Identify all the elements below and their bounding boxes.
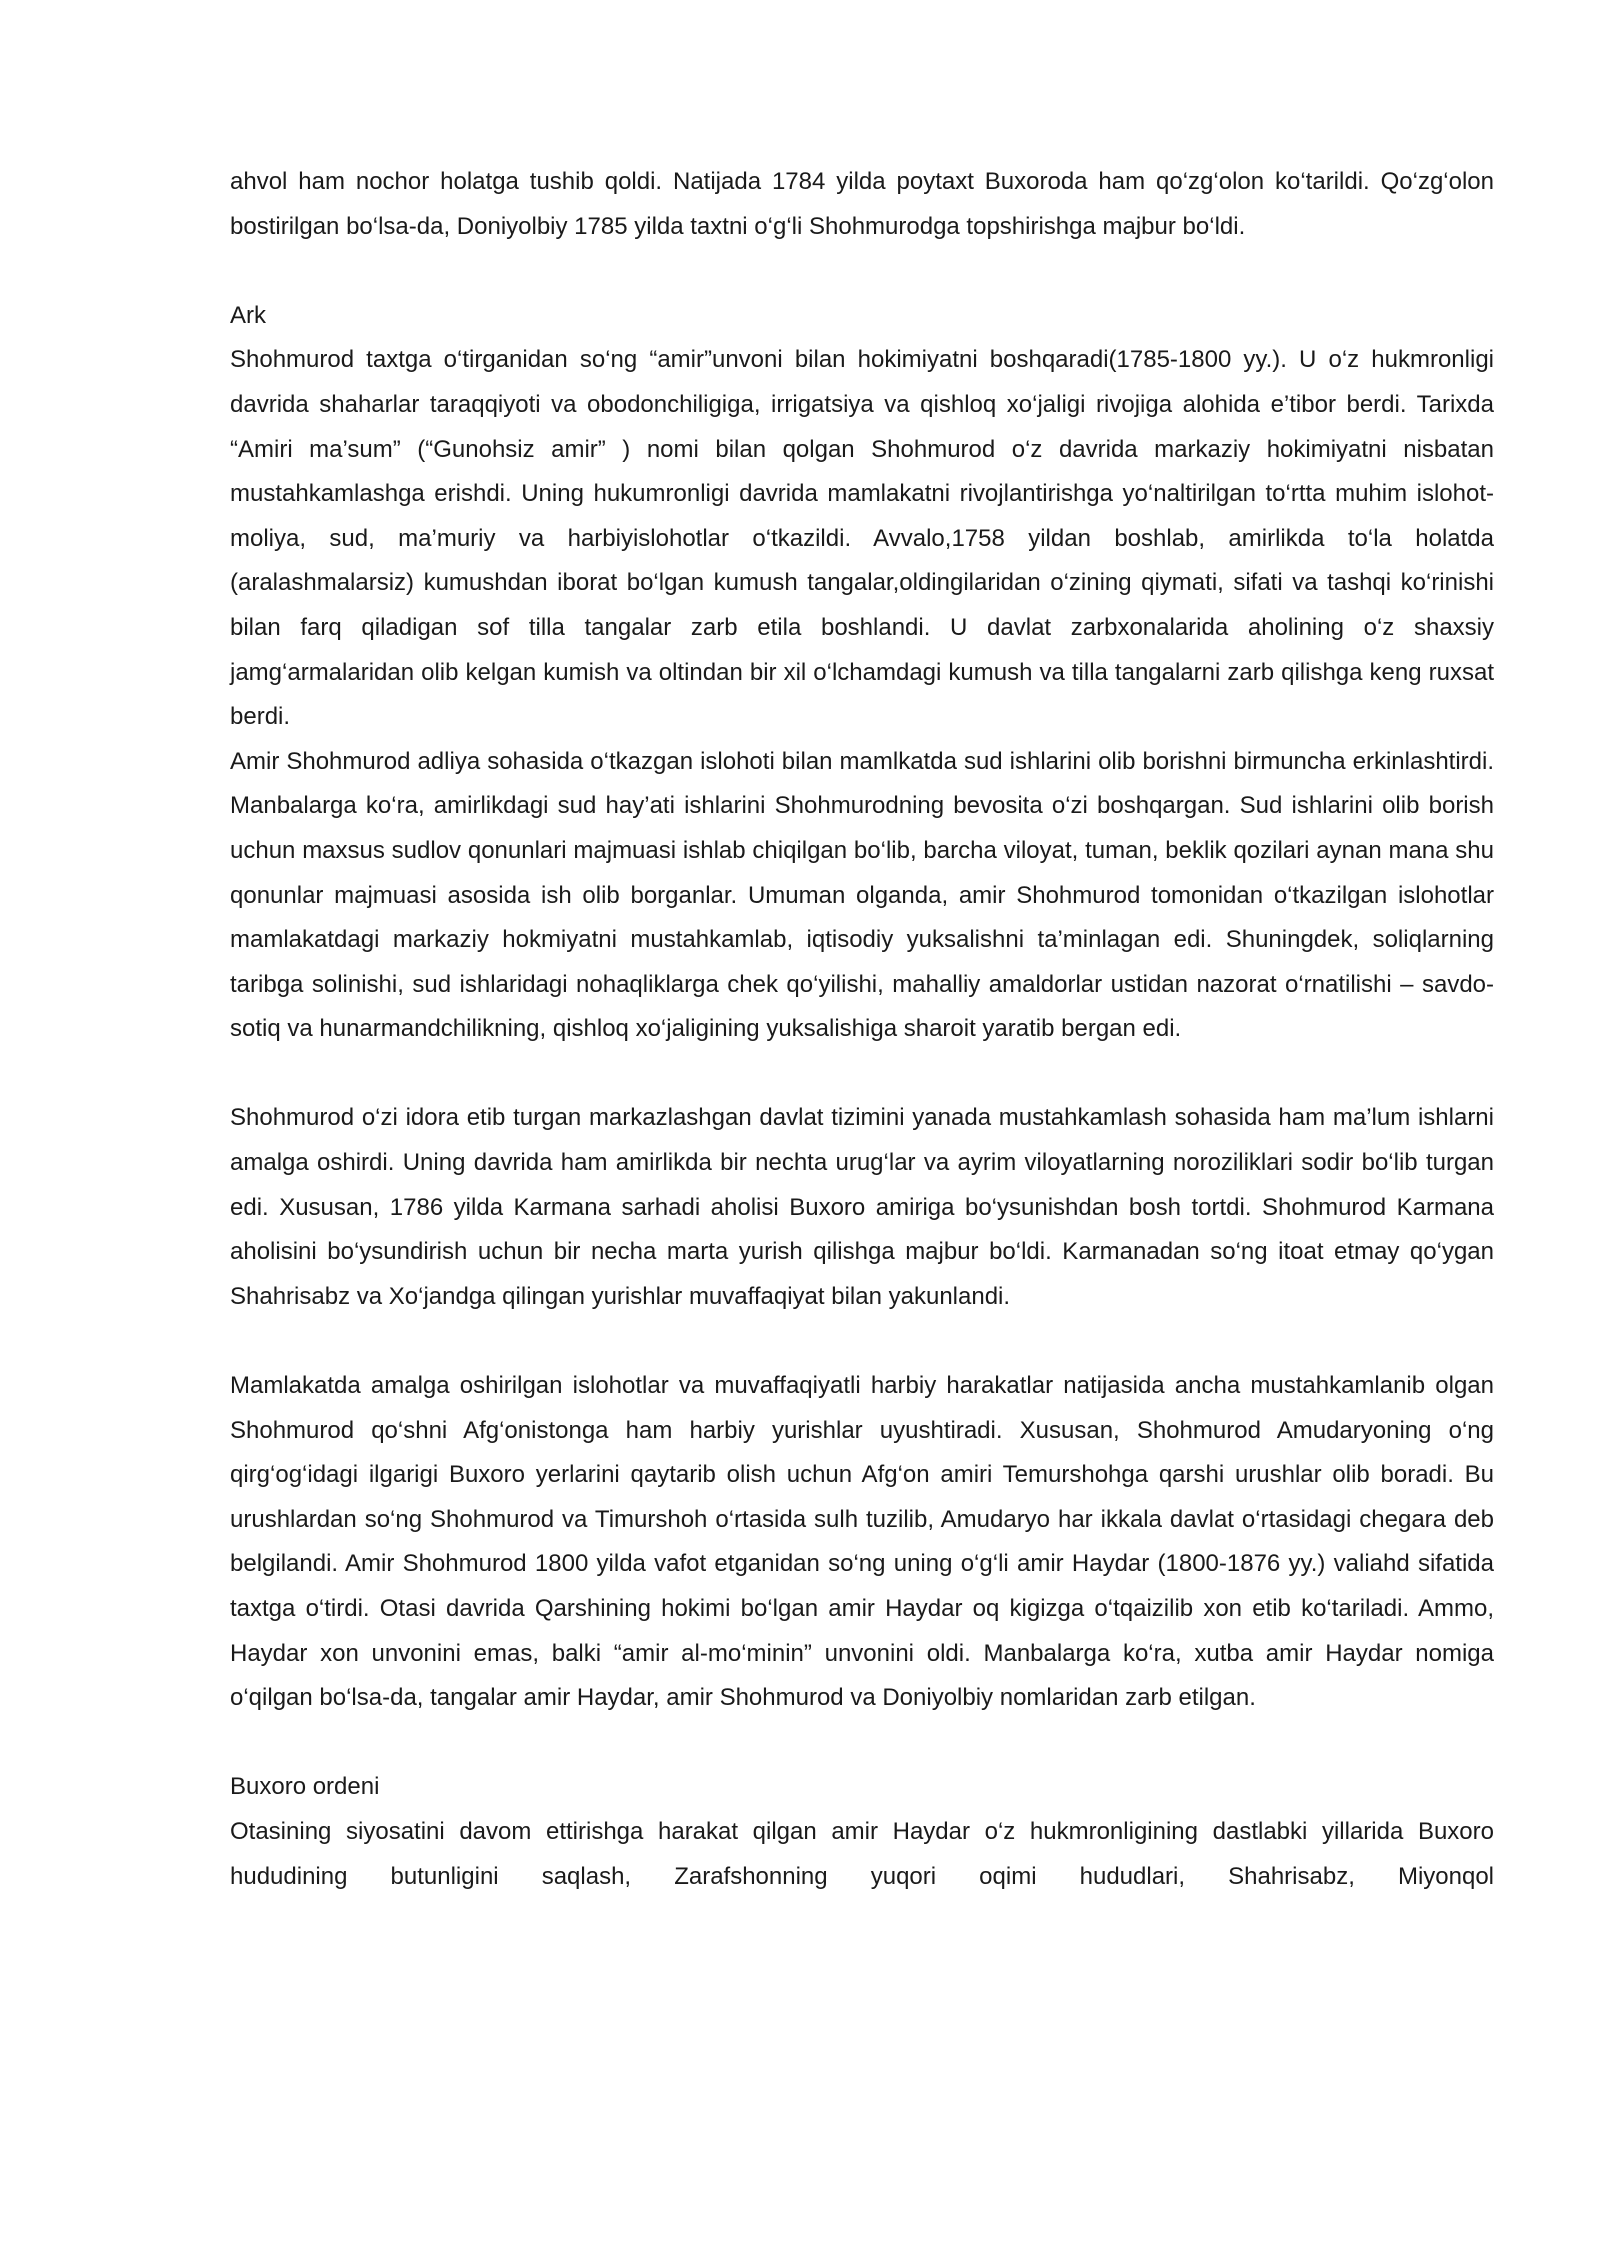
paragraph-gap: [230, 1721, 1494, 1766]
paragraph-gap: [230, 1052, 1494, 1097]
image-caption-buxoro-ordeni: Buxoro ordeni: [230, 1773, 380, 1801]
paragraph-3: Amir Shohmurod adliya sohasida o‘tkazgan islohoti bilan mamlkatda sud ishlarini olib borishni birmuncha erkinlashtirdi. Manbalarga ko‘ra, amirlikdagi sud hay’ati ishlarini Shohmurodning bevosita o‘zi boshqargan. Sud ishlarini olib borish uchun maxsus sudlov qonunlari majmuasi ishlab chiqilgan bo‘lib, barcha viloyat, tuman, beklik qozilari aynan mana shu qonunlar majmuasi asosida ish olib borganlar. Umuman olganda, amir Shohmurod tomonidan o‘tkazilgan islohotlar mamlakatdagi markaziy hokmiyatni mustahkamlab, iqtisodiy yuksalishni ta’minlagan edi. Shuningdek, soliqlarning taribga solinishi, sud ishlaridagi nohaqliklarga chek qo‘yilishi, mahalliy amaldorlar ustidan nazorat o‘rnatilishi – savdo-sotiq va hunarmandchilikning, qishloq xo‘jaligining yuksalishiga sharoit yaratib bergan edi.: [230, 747, 1494, 1043]
paragraph-1: ahvol ham nochor holatga tushib qoldi. Natijada 1784 yilda poytaxt Buxoroda ham qo‘zg‘olon ko‘tarildi. Qo‘zg‘olon bostirilgan bo‘lsa-da, Doniyolbiy 1785 yilda taxtni o‘g‘li Shohmurodga topshirishga majbur bo‘ldi.: [230, 168, 1494, 240]
paragraph-5: Mamlakatda amalga oshirilgan islohotlar va muvaffaqiyatli harbiy harakatlar natijasida ancha mustahkamlanib olgan Shohmurod qo‘shni Afg‘onistonga ham harbiy yurishlar uyushtiradi. Xususan, Shohmurod Amudaryoning o‘ng qirg‘og‘idagi ilgarigi Buxoro yerlarini qaytarib olish uchun Afg‘on amiri Temurshohga qarshi urushlar olib boradi. Bu urushlardan so‘ng Shohmurod va Timurshoh o‘rtasida sulh tuzilib, Amudaryo har ikkala davlat o‘rtasidagi chegara deb belgilandi. Amir Shohmurod 1800 yilda vafot etganidan so‘ng uning o‘g‘li amir Haydar (1800-1876 yy.) valiahd sifatida taxtga o‘tirdi. Otasi davrida Qarshining hokimi bo‘lgan amir Haydar oq kigizga o‘tqaizilib xon etib ko‘tariladi. Ammo, Haydar xon unvonini emas, balki “amir al-mo‘minin” unvonini oldi. Manbalarga ko‘ra, xutba amir Haydar nomiga o‘qilgan bo‘lsa-da, tangalar amir Haydar, amir Shohmurod va Doniyolbiy nomlaridan zarb etilgan.: [230, 1372, 1494, 1712]
paragraph-2: Shohmurod taxtga o‘tirganidan so‘ng “amir”unvoni bilan hokimiyatni boshqaradi(1785-1800 yy.). U o‘z hukmronligi davrida shaharlar taraqqiyoti va obodonchiligiga, irrigatsiya va qishloq xo‘jaligi rivojiga alohida e’tibor berdi. Tarixda “Amiri ma’sum” (“Gunohsiz amir” ) nomi bilan qolgan Shohmurod o‘z davrida markaziy hokimiyatni nisbatan mustahkamlashga erishdi. Uning hukumronligi davrida mamlakatni rivojlantirishga yo‘naltirilgan to‘rtta muhim islohot- moliya, sud, ma’muriy va harbiyislohotlar o‘tkazildi. Avvalo,1758 yildan boshlab, amirlikda to‘la holatda (aralashmalarsiz) kumushdan iborat bo‘lgan kumush tangalar,oldingilaridan o‘zining qiymati, sifati va tashqi ko‘rinishi bilan farq qiladigan sof tilla tangalar zarb etila boshlandi. U davlat zarbxonalarida aholining o‘z shaxsiy jamg‘armalaridan olib kelgan kumish va oltindan bir xil o‘lchamdagi kumush va tilla tangalarni zarb qilishga keng ruxsat berdi.: [230, 346, 1494, 731]
paragraph-4: Shohmurod o‘zi idora etib turgan markazlashgan davlat tizimini yanada mustahkamlash sohasida ham ma’lum ishlarni amalga oshirdi. Uning davrida ham amirlikda bir nechta urug‘lar va ayrim viloyatlarning noroziliklari sodir bo‘lib turgan edi. Xususan, 1786 yilda Karmana sarhadi aholisi Buxoro amiriga bo‘ysunishdan bosh tortdi. Shohmurod Karmana aholisini bo‘ysundirish uchun bir necha marta yurish qilishga majbur bo‘ldi. Karmanadan so‘ng itoat etmay qo‘ygan Shahrisabz va Xo‘jandga qilingan yurishlar muvaffaqiyat bilan yakunlandi.: [230, 1104, 1494, 1310]
paragraph-gap: [230, 249, 1494, 294]
document-page: [230, 160, 1494, 1899]
paragraph-gap: [230, 1319, 1494, 1364]
image-caption-ark: Ark: [230, 301, 266, 329]
paragraph-6: Otasining siyosatini davom ettirishga harakat qilgan amir Haydar o‘z hukmronligining dastlabki yillarida Buxoro hududining butunligini saqlash, Zarafshonning yuqori oqimi hududlari, Shahrisabz, Miyonqol: [230, 1817, 1494, 1890]
